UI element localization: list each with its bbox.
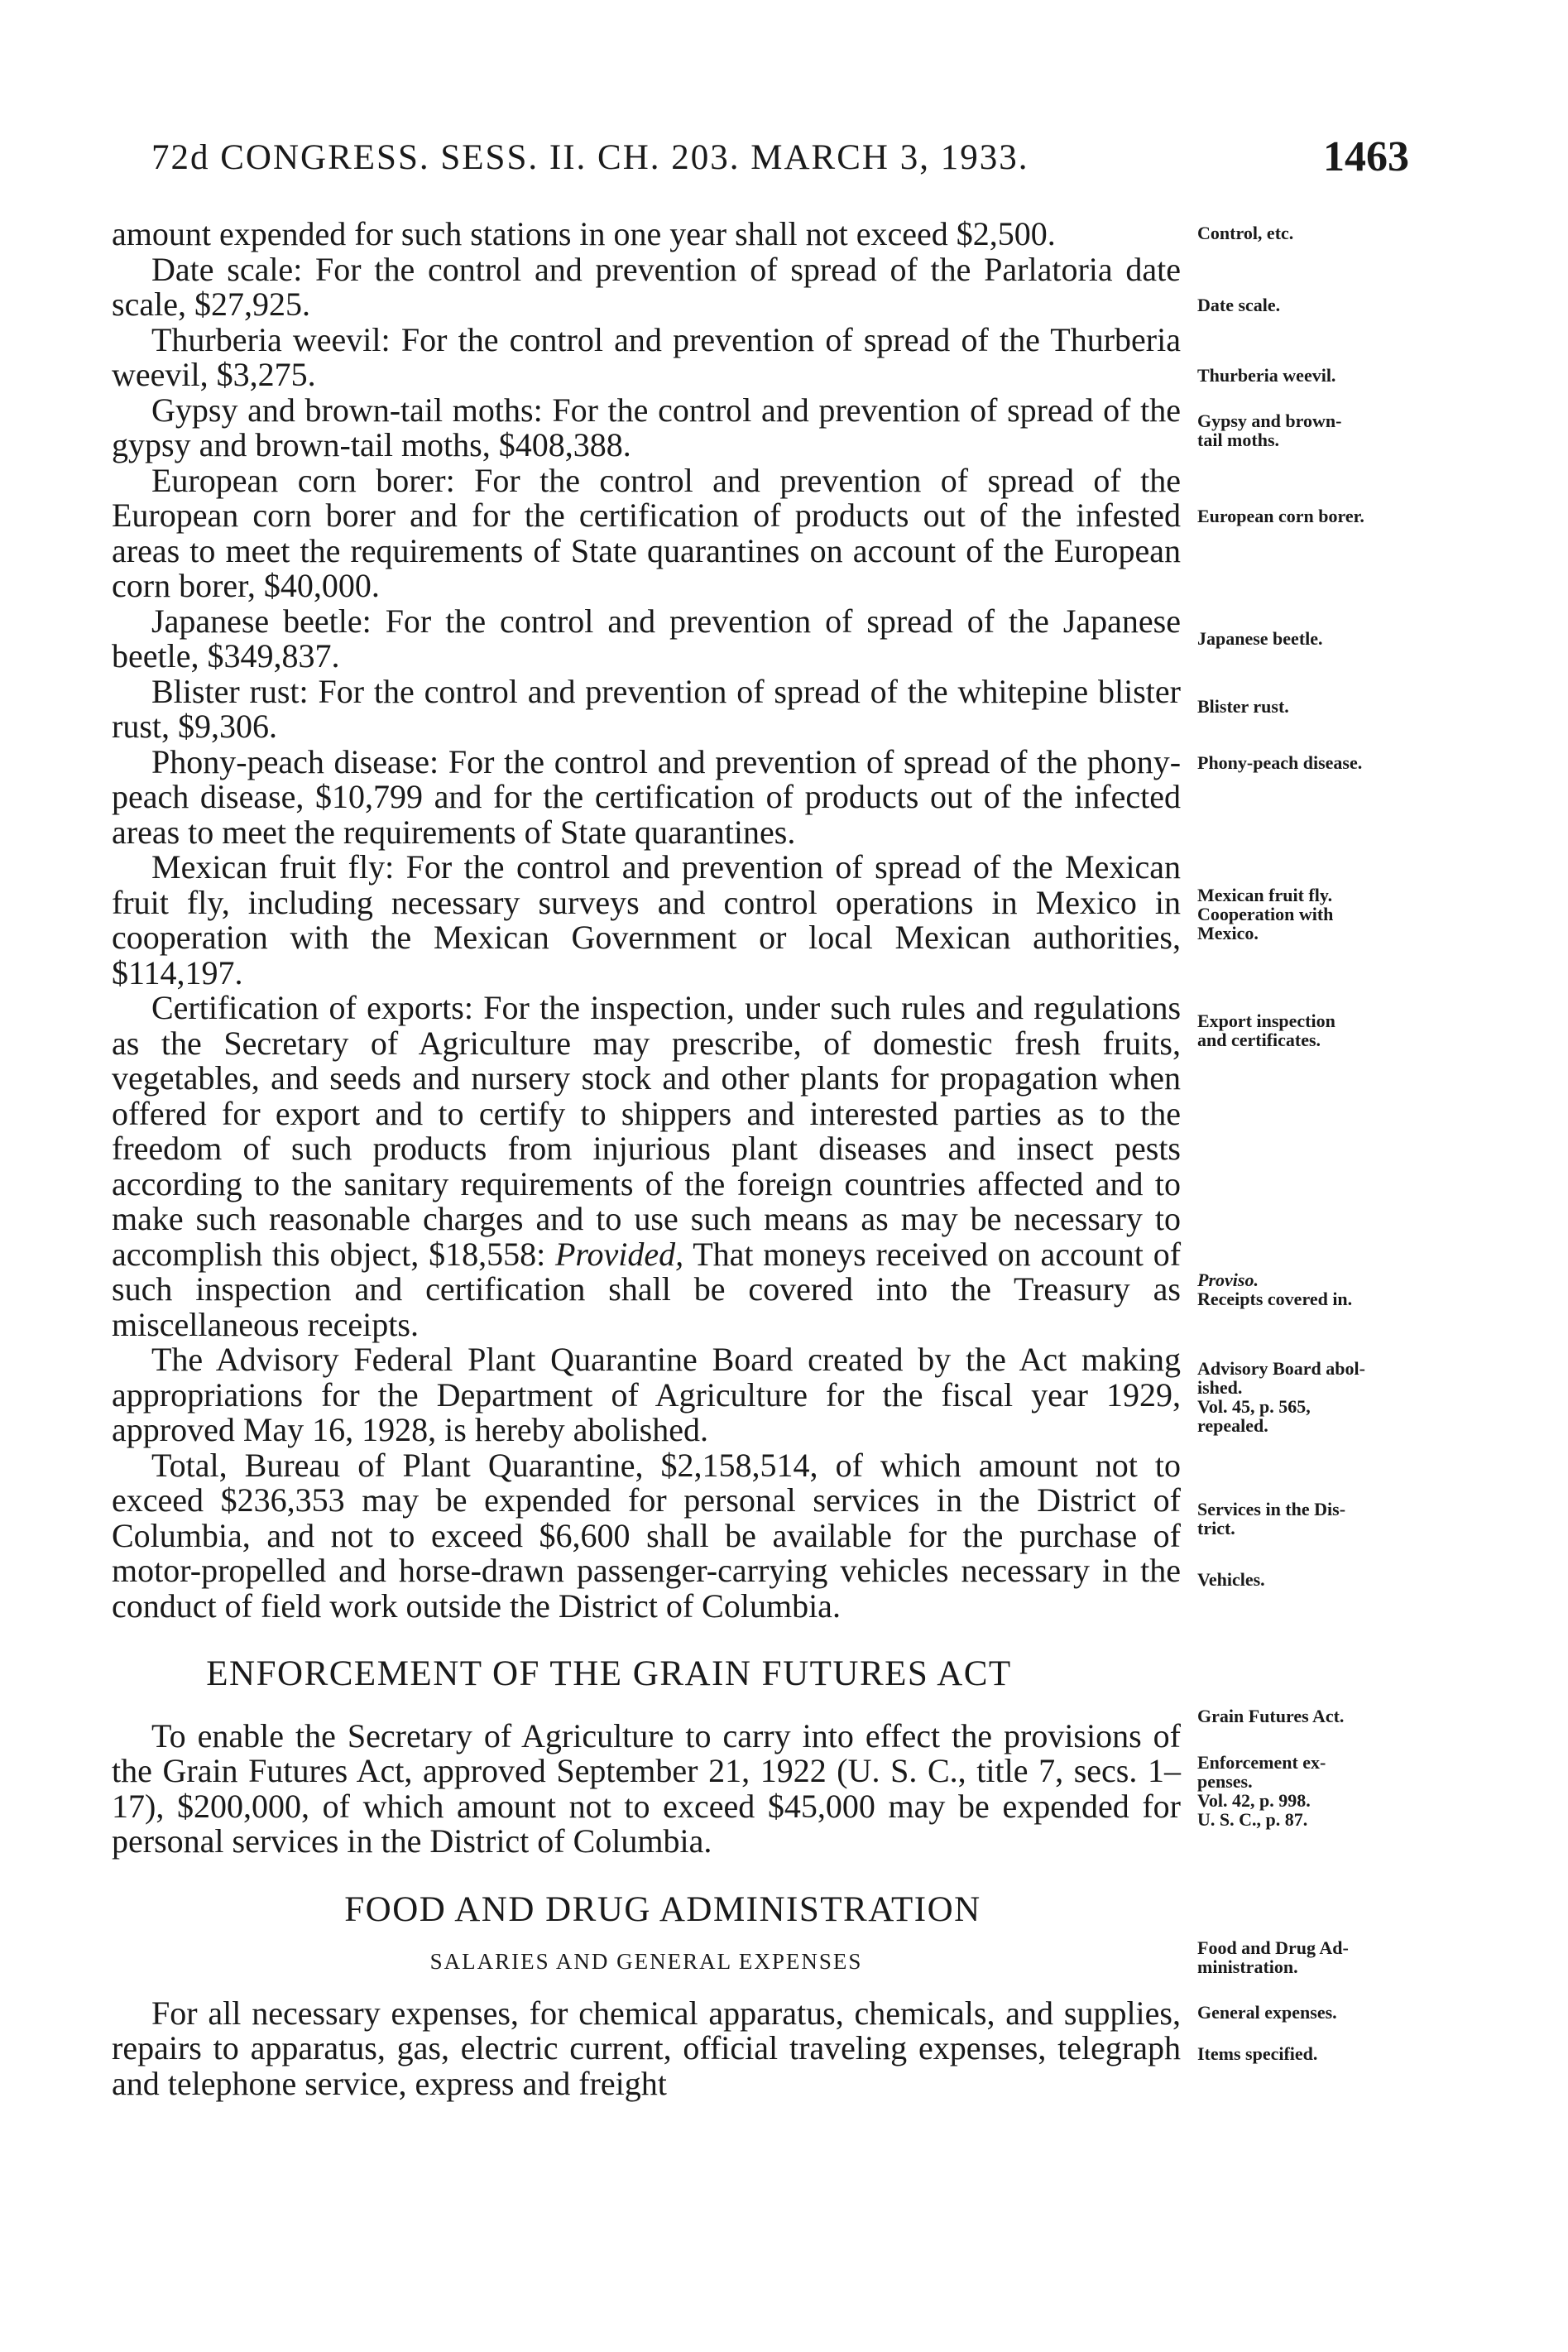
note-advisory-1: Advisory Board abol- — [1197, 1358, 1365, 1379]
margin-note-services — [1197, 1500, 1421, 1538]
note-blister-rust: Blister rust. — [1197, 696, 1289, 717]
note-enforcement-4: U. S. C., p. 87. — [1197, 1809, 1308, 1830]
body-text — [112, 217, 1181, 2101]
lead-thurberia: Thurberia weevil: — [151, 320, 391, 358]
proviso-italic: Provided, — [554, 1235, 684, 1273]
paragraph-date-scale — [112, 252, 1181, 323]
note-advisory-2: ished. — [1197, 1377, 1243, 1398]
running-title: 72d CONGRESS. SESS. II. CH. 203. MARCH 3, 1933. — [151, 138, 1029, 177]
note-services-1: Services in the Dis- — [1197, 1499, 1346, 1519]
margin-note-mexican — [1197, 886, 1421, 943]
paragraph-stations: amount expended for such stations in one year shall not exceed $2,500. — [112, 215, 1056, 252]
running-head — [151, 132, 1409, 190]
note-mexican-3: Mexico. — [1197, 923, 1259, 943]
note-food-2: ministration. — [1197, 1956, 1298, 1977]
note-enforcement-2: penses. — [1197, 1771, 1253, 1792]
margin-note-vehicles — [1197, 1570, 1421, 1589]
paragraph-corn-borer — [112, 463, 1181, 604]
note-vehicles: Vehicles. — [1197, 1569, 1265, 1590]
paragraph-advisory-board: The Advisory Federal Plant Quarantine Board created by the Act making appropriations for the Department of Agriculture for the fiscal year 1929, approved May 16, 1928, is hereby abolished. — [112, 1341, 1181, 1448]
margin-note-grain — [1197, 1706, 1421, 1726]
note-japanese-beetle: Japanese beetle. — [1197, 628, 1323, 649]
heading-grain-futures: ENFORCEMENT OF THE GRAIN FUTURES ACT — [206, 1654, 1012, 1693]
note-advisory-3: Vol. 45, p. 565, — [1197, 1396, 1311, 1417]
margin-note-gypsy — [1197, 411, 1421, 449]
paragraph-export-certification — [112, 991, 1181, 1342]
text-export-receipts: That moneys received on account of such inspection and certification shall be covered into the Treasury as miscellaneous receipts. — [112, 1235, 1182, 1343]
note-gypsy-2: tail moths. — [1197, 430, 1279, 450]
note-control: Control, etc. — [1197, 223, 1294, 243]
note-mexican-2: Cooperation with — [1197, 904, 1334, 924]
margin-note-food — [1197, 1938, 1421, 1976]
paragraph-thurberia — [112, 320, 1181, 393]
text-corn-borer: For the control and prevention of spread of the European corn borer and for the certification of products out of the infested areas to meet the requirements of State quarantines on account of the European corn borer, $40,000. — [112, 461, 1181, 604]
note-items: Items specified. — [1197, 2043, 1318, 2064]
text-mexican-fruit-fly: For the control and prevention of spread of the Mexican fruit fly, including necessary surveys and control operations in Mexico in cooperation with the Mexican Government or local Mexican authorities, $114,197. — [112, 848, 1181, 991]
margin-note-items — [1197, 2044, 1421, 2063]
note-enforcement-1: Enforcement ex- — [1197, 1752, 1326, 1773]
text-blister-rust: For the control and prevention of spread of the whitepine blister rust, $9,306. — [112, 672, 1181, 745]
note-grain: Grain Futures Act. — [1197, 1706, 1345, 1726]
lead-corn-borer: European corn borer: — [151, 461, 455, 499]
note-food-1: Food and Drug Ad- — [1197, 1937, 1349, 1958]
paragraph-grain-futures: To enable the Secretary of Agriculture to carry into effect the provisions of the Grain Futures Act, approved September 21, 1922 (U. S. C., title 7, secs. 1–17), $200,000, of which amount not to exceed $45,000 may be expended for personal services in the District of Columbia. — [112, 1716, 1181, 1860]
paragraph-blister-rust — [112, 674, 1181, 745]
lead-mexican-fruit-fly: Mexican fruit fly: — [151, 848, 395, 886]
lead-gypsy: Gypsy and brown-tail moths: — [151, 391, 543, 429]
note-phony-peach: Phony-peach disease. — [1197, 752, 1363, 773]
text-export-certification: For the inspection, under such rules and regulations as the Secretary of Agriculture may prescribe, of domestic fresh fruits, vegetables, and seeds and nursery stock and other plants for propagation when offered for export and to certify to shippers and interested parties as to the freedom of such products from injurious plant diseases and insect pests according to the sanitary requirements of the foreign countries affected and to make such reasonable charges and to use such means as may be necessary to accomplish this object, $18,558: — [112, 989, 1182, 1273]
note-corn-borer: European corn borer. — [1197, 506, 1364, 526]
margin-note-control — [1197, 223, 1421, 242]
margin-note-general — [1197, 2003, 1421, 2022]
note-date-scale: Date scale. — [1197, 295, 1281, 315]
paragraph-phony-peach — [112, 742, 1182, 851]
text-date-scale: For the control and prevention of spread of the Parlatoria date scale, $27,925. — [112, 250, 1182, 323]
margin-note-export — [1197, 1011, 1421, 1049]
note-export-2: and certificates. — [1197, 1030, 1321, 1050]
subheading-salaries: SALARIES AND GENERAL EXPENSES — [429, 1949, 863, 1974]
text-japanese-beetle: For the control and prevention of spread of the Japanese beetle, $349,837. — [112, 602, 1181, 674]
note-proviso-1: Proviso. — [1197, 1270, 1259, 1290]
note-general: General expenses. — [1197, 2002, 1337, 2023]
lead-date-scale: Date scale: — [151, 250, 303, 288]
margin-note-date-scale — [1197, 295, 1421, 314]
margin-note-advisory — [1197, 1359, 1421, 1435]
text-thurberia: For the control and prevention of spread of the Thurberia weevil, $3,275. — [112, 320, 1181, 393]
margin-note-blister-rust — [1197, 697, 1421, 716]
paragraph-total-plant-quarantine: Total, Bureau of Plant Quarantine, $2,158,514, of which amount not to exceed $236,353 may be expended for personal services in the District of Columbia, and not to exceed $6,600 shall be available for the purchase of motor-propelled and horse-drawn passenger-carrying vehicles necessary in the conduct of field work outside the District of Columbia. — [112, 1446, 1181, 1625]
note-thurberia: Thurberia weevil. — [1197, 365, 1336, 386]
lead-japanese-beetle: Japanese beetle: — [151, 602, 372, 640]
lead-phony-peach: Phony-peach disease: — [151, 742, 439, 780]
lead-blister-rust: Blister rust: — [151, 672, 309, 710]
note-advisory-4: repealed. — [1197, 1415, 1268, 1436]
text-phony-peach: For the control and prevention of spread of the phony-peach disease, $10,799 and for the certification of products out of the infected areas to meet the requirements of State quarantines. — [112, 742, 1182, 851]
heading-food-drug: FOOD AND DRUG ADMINISTRATION — [344, 1889, 981, 1929]
margin-note-thurberia — [1197, 366, 1421, 385]
margin-note-japanese-beetle — [1197, 629, 1421, 648]
margin-note-phony-peach — [1197, 753, 1421, 772]
note-proviso-2: Receipts covered in. — [1197, 1289, 1353, 1309]
paragraph-necessary-expenses: For all necessary expenses, for chemical apparatus, chemicals, and supplies, repairs to apparatus, gas, electric current, official traveling expenses, telegraph and telephone service, express and freight — [112, 1994, 1181, 2102]
lead-export-certification: Certification of exports: — [151, 989, 473, 1026]
text-gypsy: For the control and prevention of spread of the gypsy and brown-tail moths, $408,388. — [112, 391, 1181, 463]
paragraph-japanese-beetle — [112, 604, 1181, 674]
note-gypsy-1: Gypsy and brown- — [1197, 410, 1342, 431]
margin-note-corn-borer — [1197, 506, 1421, 526]
paragraph-gypsy — [112, 393, 1181, 463]
page-number: 1463 — [1323, 133, 1409, 180]
note-enforcement-3: Vol. 42, p. 998. — [1197, 1790, 1311, 1811]
note-services-2: trict. — [1197, 1518, 1235, 1538]
margin-note-proviso — [1197, 1270, 1421, 1308]
paragraph-mexican-fruit-fly — [112, 850, 1181, 991]
margin-note-enforcement — [1197, 1753, 1421, 1829]
note-export-1: Export inspection — [1197, 1010, 1335, 1031]
note-mexican-1: Mexican fruit fly. — [1197, 885, 1333, 905]
